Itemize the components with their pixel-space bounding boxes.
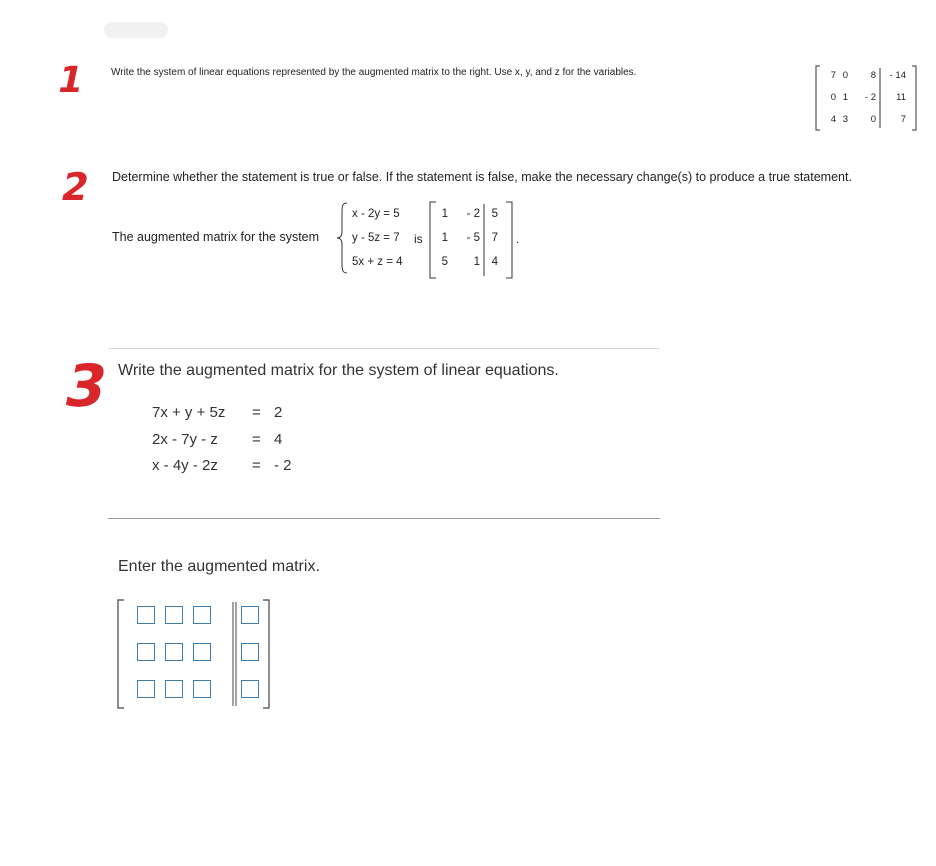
q3-eq1-lhs: 7x + y + 5z: [152, 404, 226, 421]
q1-cell-0-0: 7: [830, 70, 836, 81]
q1-instruction: Write the system of linear equations represented by the augmented matrix to the right. Use x, y, and z for the variables.: [111, 67, 637, 78]
q1-cell-0-3: - 14: [889, 70, 906, 81]
blurred-mark: [104, 22, 168, 38]
q2-cell-2-0: 5: [441, 256, 448, 268]
q3-instruction: Write the augmented matrix for the system of linear equations.: [118, 362, 559, 379]
q3-eq2-lhs: 2x - 7y - z: [152, 431, 218, 448]
matrix-input-r3c1[interactable]: [137, 680, 155, 698]
q1-cell-1-2: - 2: [864, 92, 876, 103]
q2-system-label: The augmented matrix for the system: [112, 230, 320, 244]
q3-eq1-rhs: 2: [274, 404, 283, 421]
q2-is-label: is: [414, 232, 423, 246]
q1-cell-2-2: 0: [870, 114, 876, 125]
matrix-input-r3c2[interactable]: [165, 680, 183, 698]
matrix-input-r2c3[interactable]: [193, 643, 211, 661]
matrix-input-r1c4[interactable]: [241, 606, 259, 624]
matrix-input-r1c3[interactable]: [193, 606, 211, 624]
matrix-input-r2c4[interactable]: [241, 643, 259, 661]
matrix-input-r2c1[interactable]: [137, 643, 155, 661]
annotation-number-3: 3: [58, 352, 114, 420]
q1-cell-2-1: 3: [842, 114, 848, 125]
q2-left-brace: [336, 201, 350, 275]
q1-cell-1-3: 11: [896, 92, 906, 103]
q2-instruction: Determine whether the statement is true or false. If the statement is false, make the necessary change(s) to produce a true statement.: [112, 170, 852, 184]
divider-bottom: [108, 518, 660, 519]
matrix-input-r3c4[interactable]: [241, 680, 259, 698]
q3-eq3-rhs: - 2: [274, 457, 292, 474]
q2-cell-0-1: - 2: [466, 208, 480, 220]
q2-cell-0-2: 5: [491, 208, 498, 220]
q3-eq2-rhs: 4: [274, 431, 283, 448]
q3-eq3-equals: =: [252, 457, 261, 474]
annotation-number-1: 1: [53, 60, 88, 101]
q1-cell-2-3: 7: [900, 114, 906, 125]
q2-cell-1-1: - 5: [466, 232, 480, 244]
q1-cell-1-1: 1: [842, 92, 848, 103]
enter-matrix-label: Enter the augmented matrix.: [118, 558, 320, 575]
q1-cell-0-1: 0: [842, 70, 848, 81]
matrix-input-r2c2[interactable]: [165, 643, 183, 661]
q1-cell-2-0: 4: [830, 114, 836, 125]
divider-top: [108, 348, 660, 349]
matrix-input-r1c1[interactable]: [137, 606, 155, 624]
q2-cell-1-0: 1: [441, 232, 448, 244]
q3-eq2-equals: =: [252, 431, 261, 448]
q2-cell-1-2: 7: [491, 232, 498, 244]
q1-cell-0-2: 8: [870, 70, 876, 81]
q3-eq1-equals: =: [252, 404, 261, 421]
q3-eq3-lhs: x - 4y - 2z: [152, 457, 218, 474]
q1-cell-1-0: 0: [830, 92, 836, 103]
q2-period: .: [516, 232, 520, 246]
q2-cell-2-1: 1: [473, 256, 480, 268]
q2-cell-2-2: 4: [491, 256, 498, 268]
q2-equation-2: y - 5z = 7: [352, 232, 400, 244]
annotation-number-2: 2: [57, 165, 94, 209]
q2-equation-3: 5x + z = 4: [352, 256, 403, 268]
q2-cell-0-0: 1: [441, 208, 448, 220]
q2-equation-1: x - 2y = 5: [352, 208, 400, 220]
matrix-input-r1c2[interactable]: [165, 606, 183, 624]
matrix-input-r3c3[interactable]: [193, 680, 211, 698]
